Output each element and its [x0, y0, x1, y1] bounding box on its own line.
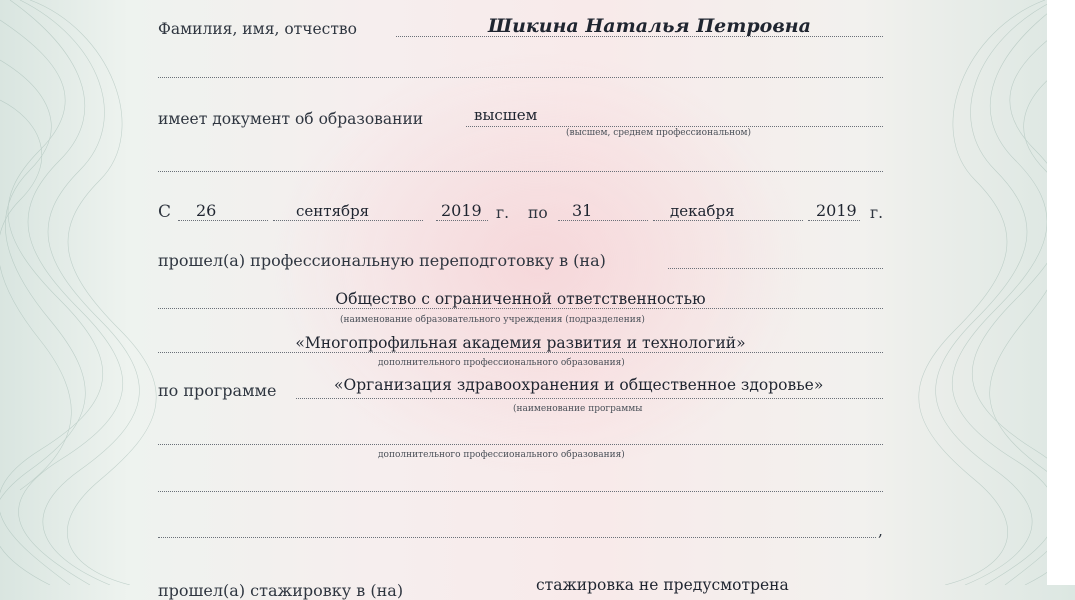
to-day-line [558, 220, 648, 221]
institution-hint-2: дополнительного профессионального образования) [378, 358, 625, 368]
education-row [158, 100, 883, 130]
page-edge [1047, 0, 1075, 585]
blank-line-2 [158, 171, 883, 172]
from-day-line [178, 220, 268, 221]
institution-value-2: «Многопрофильная академия развития и технологий» [295, 334, 746, 352]
institution-row-2 [158, 326, 883, 356]
institution-line-1 [158, 308, 883, 309]
to-year: 2019 [816, 201, 857, 220]
blank-line-4 [158, 491, 883, 492]
internship-label: прошел(а) стажировку в (на) [158, 581, 404, 600]
program-hint-2: дополнительного профессионального образования) [378, 450, 625, 460]
education-label: имеет документ об образовании [158, 110, 424, 128]
blank-line-5 [158, 537, 876, 538]
education-line [466, 126, 883, 127]
full-name-value: Шикина Наталья Петровна [488, 15, 811, 37]
institution-row-1 [158, 282, 883, 312]
line-comma: , [878, 522, 883, 540]
full-name-row [158, 10, 883, 40]
program-row [158, 372, 883, 402]
guilloche-pattern-left [0, 0, 160, 585]
institution-hint-1: (наименование образовательного учреждения (подразделения) [340, 315, 645, 325]
from-month: сентября [296, 202, 370, 220]
education-value: высшем [474, 106, 538, 124]
institution-line-2 [158, 352, 883, 353]
from-year-line [436, 220, 488, 221]
program-hint-1: (наименование программы [513, 404, 643, 414]
period-row [158, 192, 883, 224]
retraining-label: прошел(а) профессиональную переподготовку в (на) [158, 251, 606, 270]
to-year-line [808, 220, 860, 221]
institution-value-1: Общество с ограниченной ответственностью [335, 290, 706, 308]
program-value: «Организация здравоохранения и общественное здоровье» [334, 376, 824, 394]
year-suffix-1: г. [496, 204, 510, 222]
program-line [296, 398, 883, 399]
year-suffix-2: г. [870, 204, 884, 222]
to-word: по [528, 204, 548, 222]
internship-row [158, 560, 883, 600]
blank-line-1 [158, 77, 883, 78]
education-hint: (высшем, среднем профессиональном) [566, 128, 752, 138]
program-label: по программе [158, 381, 277, 400]
from-year: 2019 [441, 201, 482, 220]
retraining-row [158, 242, 883, 272]
to-day: 31 [572, 201, 593, 220]
full-name-label: Фамилия, имя, отчество [158, 20, 357, 38]
retraining-line [668, 268, 883, 269]
to-month: декабря [670, 202, 735, 220]
from-word: С [158, 202, 172, 222]
from-day: 26 [196, 201, 217, 220]
internship-value: стажировка не предусмотрена [536, 576, 789, 594]
blank-line-3 [158, 444, 883, 445]
to-month-line [653, 220, 803, 221]
from-month-line [273, 220, 423, 221]
